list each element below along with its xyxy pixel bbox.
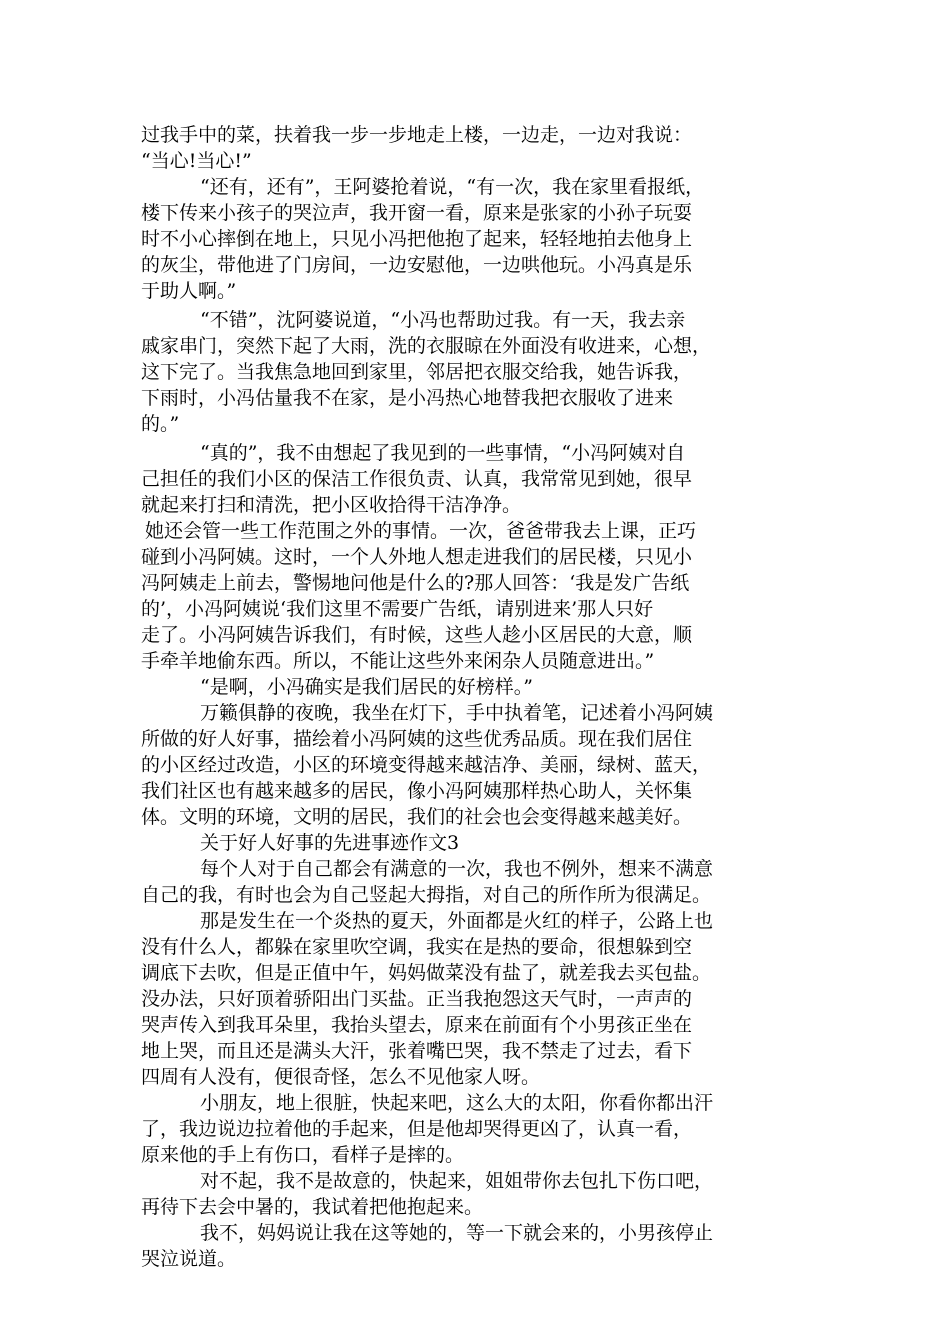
text-line: 没有什么人，都躲在家里吹空调，我实在是热的要命，很想躲到空: [141, 936, 693, 958]
text-line: 她还会管一些工作范围之外的事情。一次，爸爸带我去上课，正巧: [145, 520, 697, 542]
text-line: 于助人啊。”: [141, 280, 237, 302]
text-line: 了，我边说边拉着他的手起来，但是他却哭得更凶了，认真一看，: [141, 1118, 693, 1140]
text-line: 碰到小冯阿姨。这时，一个人外地人想走进我们的居民楼，只见小: [141, 546, 693, 568]
text-line: 就起来打扫和清洗，把小区收拾得干洁净净。: [141, 494, 522, 516]
text-line: 下雨时，小冯估量我不在家，是小冯热心地替我把衣服收了进来: [141, 387, 674, 409]
text-line: 调底下去吹，但是正值中午，妈妈做菜没有盐了，就差我去买包盐。: [141, 962, 712, 984]
text-line: 再待下去会中暑的，我试着把他抱起来。: [141, 1196, 484, 1218]
text-line: “真的”，我不由想起了我见到的一些事情，“小冯阿姨对自: [200, 442, 686, 464]
section-heading: 关于好人好事的先进事迹作文3: [200, 832, 460, 854]
article-body: [141, 122, 841, 1272]
text-line: 对不起，我不是故意的，快起来，姐姐带你去包扎下伤口吧，: [200, 1170, 714, 1192]
text-line: 那是发生在一个炎热的夏天，外面都是火红的样子，公路上也: [200, 910, 714, 932]
text-line: 我们社区也有越来越多的居民，像小冯阿姨那样热心助人，关怀集: [141, 780, 693, 802]
text-line: “不错”，沈阿婆说道，“小冯也帮助过我。有一天，我去亲: [200, 309, 686, 331]
text-line: 哭泣说道。: [141, 1248, 237, 1270]
text-line: “是啊，小冯确实是我们居民的好榜样。”: [200, 676, 533, 698]
text-line: 戚家串门，突然下起了大雨，洗的衣服晾在外面没有收进来，心想，: [141, 335, 712, 357]
text-line: 原来他的手上有伤口，看样子是摔的。: [141, 1144, 465, 1166]
text-line: 万籁俱静的夜晚，我坐在灯下，手中执着笔，记述着小冯阿姨: [200, 702, 714, 724]
text-line: 的’，小冯阿姨说‘我们这里不需要广告纸，请别进来’那人只好: [141, 598, 654, 620]
text-line: 楼下传来小孩子的哭泣声，我开窗一看，原来是张家的小孙子玩耍: [141, 202, 693, 224]
text-line: 这下完了。当我焦急地回到家里，邻居把衣服交给我，她告诉我，: [141, 361, 693, 383]
text-line: 走了。小冯阿姨告诉我们，有时候，这些人趁小区居民的大意，顺: [141, 624, 693, 646]
text-line: 每个人对于自己都会有满意的一次，我也不例外，想来不满意: [200, 858, 714, 880]
text-line: 冯阿姨走上前去，警惕地问他是什么的?那人回答：‘我是发广告纸: [141, 572, 690, 594]
text-line: “还有，还有”，王阿婆抢着说，“有一次，我在家里看报纸，: [200, 176, 705, 198]
text-line: 时不小心摔倒在地上，只见小冯把他抱了起来，轻轻地拍去他身上: [141, 228, 693, 250]
text-line: 手牵羊地偷东西。所以，不能让这些外来闲杂人员随意进出。”: [141, 650, 655, 672]
text-line: 己担任的我们小区的保洁工作很负责、认真，我常常见到她，很早: [141, 468, 693, 490]
text-line: 所做的好人好事，描绘着小冯阿姨的这些优秀品质。现在我们居住: [141, 728, 693, 750]
text-line: “当心!当心!”: [141, 150, 252, 172]
text-line: 地上哭，而且还是满头大汗，张着嘴巴哭，我不禁走了过去，看下: [141, 1040, 693, 1062]
text-line: 体。文明的环境，文明的居民，我们的社会也会变得越来越美好。: [141, 806, 693, 828]
text-line: 哭声传入到我耳朵里，我抬头望去，原来在前面有个小男孩正坐在: [141, 1014, 693, 1036]
text-line: 没办法，只好顶着骄阳出门买盐。正当我抱怨这天气时，一声声的: [141, 988, 693, 1010]
text-line: 的灰尘，带他进了门房间，一边安慰他，一边哄他玩。小冯真是乐: [141, 254, 693, 276]
text-line: 过我手中的菜，扶着我一步一步地走上楼，一边走，一边对我说：: [141, 124, 693, 146]
text-line: 的。”: [141, 413, 180, 435]
text-line: 自己的我，有时也会为自己竖起大拇指，对自己的所作所为很满足。: [141, 884, 712, 906]
text-line: 四周有人没有，便很奇怪，怎么不见他家人呀。: [141, 1066, 541, 1088]
text-line: 我不，妈妈说让我在这等她的，等一下就会来的，小男孩停止: [200, 1222, 714, 1244]
text-line: 的小区经过改造，小区的环境变得越来越洁净、美丽，绿树、蓝天，: [141, 754, 712, 776]
text-line: 小朋友，地上很脏，快起来吧，这么大的太阳，你看你都出汗: [200, 1092, 714, 1114]
